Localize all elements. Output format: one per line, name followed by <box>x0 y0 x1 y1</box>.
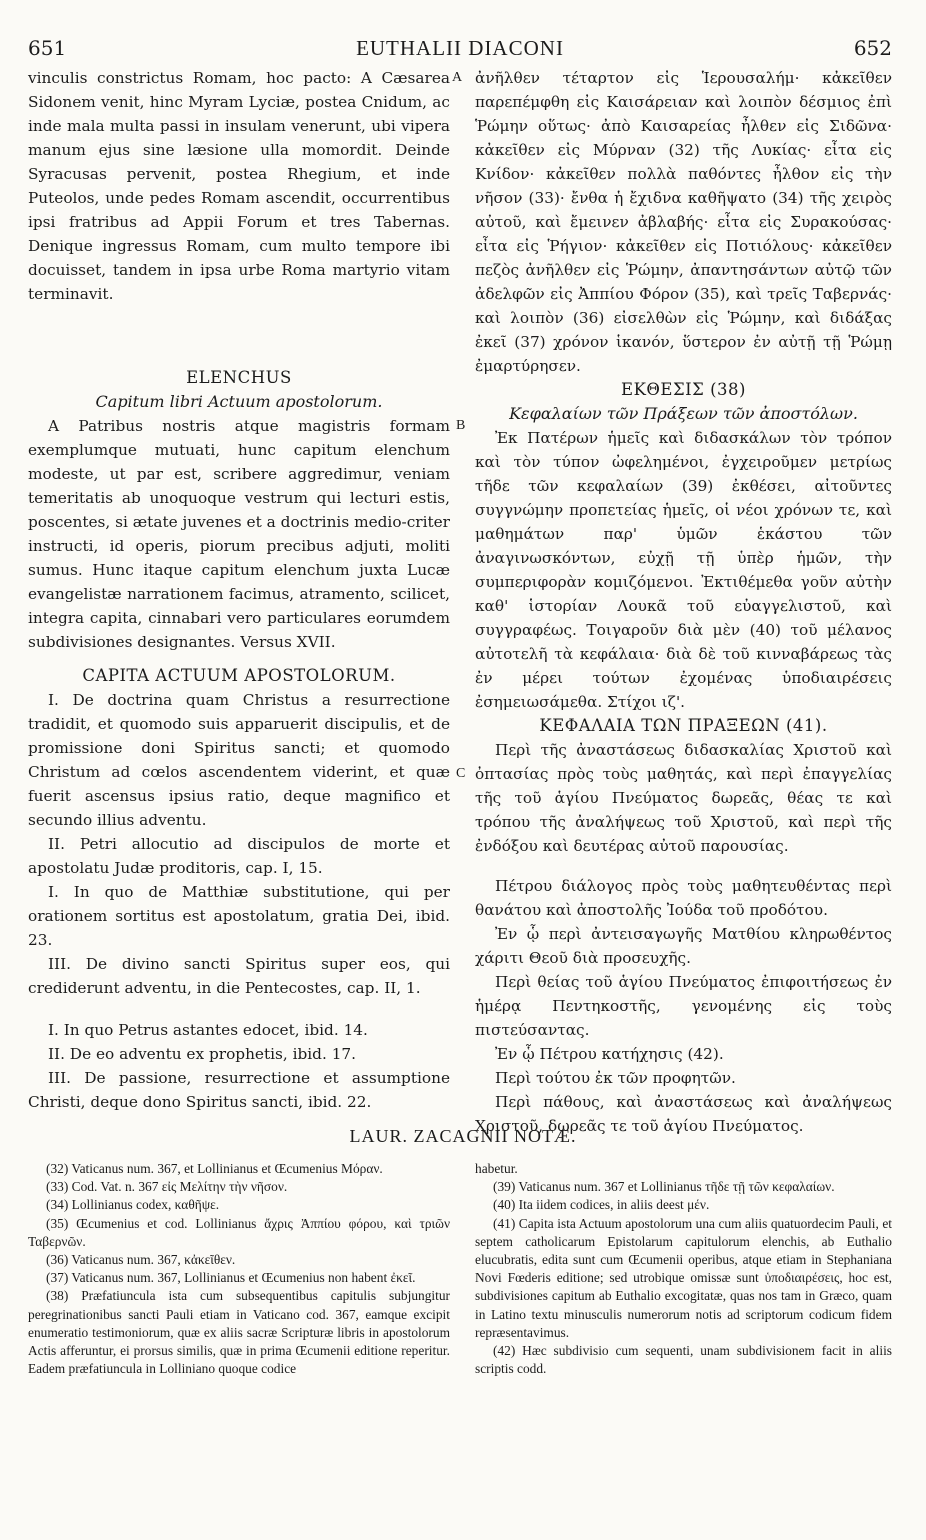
footnote: (39) Vaticanus num. 367 et Lollinianus τῆδε τῇ τῶν κεφαλαίων. <box>493 1179 835 1195</box>
footnote: (33) Cod. Vat. n. 367 εἰς Μελίτην τὴν νῆσον. <box>46 1179 288 1195</box>
elenchus-text: A Patribus nostris atque magistris formam exemplumque mutuati, hunc capitum elenchum modeste, ut par est, scribere aggredimur, veniam temeritatis ab unoquoque vestrum qui lecturi estis, poscentes, si ætate juvenes et a doctrinis medio-criter instructi, id operis, piorum precibus adjuti, moliti sumus. Hunc itaque capitum elenchum juxta Lucæ evangelistæ narrationem facimus, atramento, scilicet, integra capita, cinnabari vero particulares eorumdem subdivisiones designantes. Versus XVII. <box>28 417 450 651</box>
elenchus-subtitle: Capitum libri Actuum apostolorum. <box>95 392 383 411</box>
running-header <box>28 36 892 66</box>
ekthesis-title: ΕΚΘΕΣΙΣ (38) <box>621 380 746 399</box>
greek-item: Πέτρου διάλογος πρὸς τοὺς μαθητευθέντας περὶ θανάτου καὶ ἀποστολῆς Ἰούδα τοῦ προδότου. <box>475 877 892 919</box>
footnote: (36) Vaticanus num. 367, κἀκεῖθεν. <box>46 1252 236 1268</box>
capita-title: CAPITA ACTUUM APOSTOLORUM. <box>82 666 396 685</box>
page-number-left: 651 <box>28 36 67 60</box>
footnote: (37) Vaticanus num. 367, Lollinianus et Œcumenius non habent ἐκεῖ. <box>46 1270 416 1286</box>
latin-item: III. De passione, resurrectione et assumptione Christi, deque dono Spiritus sancti, ibid. 22. <box>28 1069 450 1111</box>
page-number-right: 652 <box>853 36 892 60</box>
greek-item: Ἐν ᾧ περὶ ἀντεισαγωγῆς Ματθίου κληρωθέντος χάριτι Θεοῦ διὰ προσευχῆς. <box>475 925 892 967</box>
margin-mark-b: B <box>456 418 466 433</box>
footnote: (32) Vaticanus num. 367, et Lollinianus et Œcumenius Μόραν. <box>46 1161 383 1176</box>
latin-item: I. In quo de Matthiæ substitutione, qui per orationem sortitus est apostolatum, gratia Dei, ibid. 23. <box>28 883 450 949</box>
margin-mark-a: A <box>452 70 463 85</box>
latin-item: III. De divino sancti Spiritus super eos, qui crediderunt adventu, in die Pentecostes, cap. II, 1. <box>28 955 450 997</box>
latin-item: II. Petri allocutio ad discipulos de morte et apostolatu Judæ proditoris, cap. I, 15. <box>28 835 450 877</box>
greek-item: Περὶ θείας τοῦ ἁγίου Πνεύματος ἐπιφοιτήσεως ἐν ἡμέρᾳ Πεντηκοστῆς, γενομένης εἰς τοὺς πιστεύσαντας. <box>475 973 892 1039</box>
greek-intro: ἀνῆλθεν τέταρτον εἰς Ἱερουσαλήμ· κἀκεῖθεν παρεπέμφθη εἰς Καισάρειαν καὶ λοιπὸν δέσμιος ἐπὶ Ῥώμην οὕτως· ἀπὸ Καισαρείας ἦλθεν εἰς Σιδῶνα· κἀκεῖθεν εἰς Μύρναν (32) τῆς Λυκίας· εἶτα εἰς Κνίδον· κἀκεῖθεν πολλὰ παθόντες ἦλθον εἰς τὴν νῆσον (33)· ἔνθα ἡ ἔχιδνα καθῆψατο (34) τῆς χειρὸς αὐτοῦ, καὶ ἔμεινεν ἀβλαβής· εἶτα εἰς Συρακούσας· εἶτα εἰς Ῥήγιον· κἀκεῖθεν εἰς Ποτιόλους· κἀκεῖθεν πεζὸς ἀνῆλθεν εἰς Ῥώμην, ἀπαντησάντων αὐτῷ τῶν ἀδελφῶν εἰς Ἀππίου Φόρον (35), καὶ τρεῖς Ταβερνάς· καὶ λοιπὸν (36) εἰσελθὼν εἰς Ῥώμην, καὶ διδάξας ἐκεῖ (37) χρόνον ἱκανόν, ὕστερον ἐν αὐτῇ τῇ Ῥώμῃ ἐμαρτύρησεν. <box>475 69 892 375</box>
notes-left-column <box>28 1160 450 1378</box>
footnote: (34) Lollinianus codex, καθῆψε. <box>46 1197 220 1213</box>
ekthesis-subtitle: Κεφαλαίων τῶν Πράξεων τῶν ἀποστόλων. <box>509 404 858 423</box>
footnote: (40) Ita iidem codices, in aliis deest μέν. <box>493 1197 710 1213</box>
greek-item: Περὶ τῆς ἀναστάσεως διδασκαλίας Χριστοῦ καὶ ὀπτασίας πρὸς τοὺς μαθητάς, καὶ περὶ ἐπαγγελίας τῆς τοῦ ἁγίου Πνεύματος δωρεᾶς, θέας τε καὶ τρόπου τῆς ἀναλήψεως τοῦ Χριστοῦ, καὶ περὶ τῆς ἐνδόξου καὶ δευτέρας αὐτοῦ παρουσίας. <box>475 741 892 855</box>
ekthesis-text: Ἐκ Πατέρων ἡμεῖς καὶ διδασκάλων τὸν τρόπον καὶ τὸν τύπον ὠφελημένοι, ἐγχειροῦμεν μετρίως τῆδε τῶν κεφαλαίων (39) ἐκθέσει, αἰτοῦντες συγγνώμην προπετείας ἡμεῖς, οἱ νέοι χρόνων τε, καὶ μαθημάτων παρ' ὑμῶν ἑκάστου τῶν ἀναγινωσκόντων, εὐχῇ τῇ ὑπὲρ ἡμῶν, τὴν συμπεριφορὰν κομιζόμενοι. Ἐκτιθέμεθα γοῦν αὐτὴν καθ' ἱστορίαν Λουκᾶ τοῦ εὐαγγελιστοῦ, καὶ συγγραφέως. Τοιγαροῦν διὰ μὲν (40) τοῦ μέλανος αὐτοτελῆ τὰ κεφάλαια· διὰ δὲ τοῦ κινναβάρεως τὰς ἐν μέρει τούτων ἐχομένας ὑποδιαιρέσεις ἐσημειωσάμεθα. Στίχοι ιζ'. <box>475 429 892 711</box>
elenchus-title: ELENCHUS <box>186 368 292 387</box>
greek-item: Περὶ τούτου ἐκ τῶν προφητῶν. <box>495 1069 736 1087</box>
kefalaia-title: ΚΕΦΑΛΑΙΑ ΤΩΝ ΠΡΑΞΕΩΝ (41). <box>539 716 828 735</box>
latin-column <box>28 66 450 1114</box>
latin-item: I. In quo Petrus astantes edocet, ibid. 14. <box>48 1021 368 1039</box>
latin-item: I. De doctrina quam Christus a resurrectione tradidit, et quomodo suis apparuerit discipulis, et de promissione doni Spiritus sancti; et quomodo Christum ad cœlos ascendentem viderint, et quæ fuerit ascensus ipsius ratio, deque magnifico et secundo illius adventu. <box>28 691 450 829</box>
latin-item: II. De eo adventu ex prophetis, ibid. 17. <box>48 1045 357 1063</box>
greek-item: Περὶ πάθους, καὶ ἀναστάσεως καὶ ἀναλήψεως Χριστοῦ, δωρεᾶς τε τοῦ ἁγίου Πνεύματος. <box>475 1093 892 1135</box>
footnote: (41) Capita ista Actuum apostolorum una cum aliis quatuordecim Pauli, et septem catholicarum Epistolarum capitulorum elenchis, ab Euthalio elucubratis, edita sunt cum Œcumenii operibus, atque etiam in Stephaniana Novi Fœderis editione; sed utrobique omissæ sunt ὑποδιαιρέσεις, hoc est, subdivisiones capitum ab Euthalio excogitatæ, quas nos tam in Græco, quam in Latino textu minusculis numerorum notis ad scriptorum codicum fidem repræsentavimus. <box>475 1215 892 1340</box>
greek-item: Ἐν ᾧ Πέτρου κατήχησις (42). <box>495 1045 724 1063</box>
margin-mark-c: C <box>456 766 466 781</box>
notes-right-column <box>475 1160 892 1378</box>
footnote: (35) Œcumenius et cod. Lollinianus ἄχρις Ἀππίου φόρου, καὶ τριῶν Ταβερνῶν. <box>28 1215 450 1249</box>
footnote: (42) Hæc subdivisio cum sequenti, unam subdivisionem facit in aliis scriptis codd. <box>475 1343 892 1377</box>
running-title: EUTHALII DIACONI <box>356 36 564 60</box>
footnote-continuation: habetur. <box>475 1161 518 1176</box>
greek-column <box>475 66 892 1138</box>
footnote: (38) Præfatiuncula ista cum subsequentibus capitulis subjungitur peregrinationibus sancti Pauli etiam in Vaticano cod. 367, eamque excipit enumeratio testimoniorum, quæ ex aliis sacræ Scripturæ libris in apostolorum Actis afferuntur, ei prorsus similis, quæ in prima Œcumenii editione reperitur. Eadem præfatiuncula in Lolliniano quoque codice <box>28 1288 450 1377</box>
notes-title: LAUR. ZACAGNII NOTÆ. <box>349 1126 577 1146</box>
latin-intro: vinculis constrictus Romam, hoc pacto: A Cæsarea Sidonem venit, hinc Myram Lyciæ, postea Cnidum, ac inde mala multa passi in insulam venerunt, ubi vipera manum ejus sine læsione ulla momordit. Deinde Syracusas pervenit, postea Rhegium, et inde Puteolos, unde pedes Romam ascendit, occurrentibus ipsi fratribus ad Appii Forum et tres Tabernas. Denique ingressus Romam, cum multo tempore ibi docuisset, tandem in ipsa urbe Roma martyrio vitam terminavit. <box>28 69 450 303</box>
